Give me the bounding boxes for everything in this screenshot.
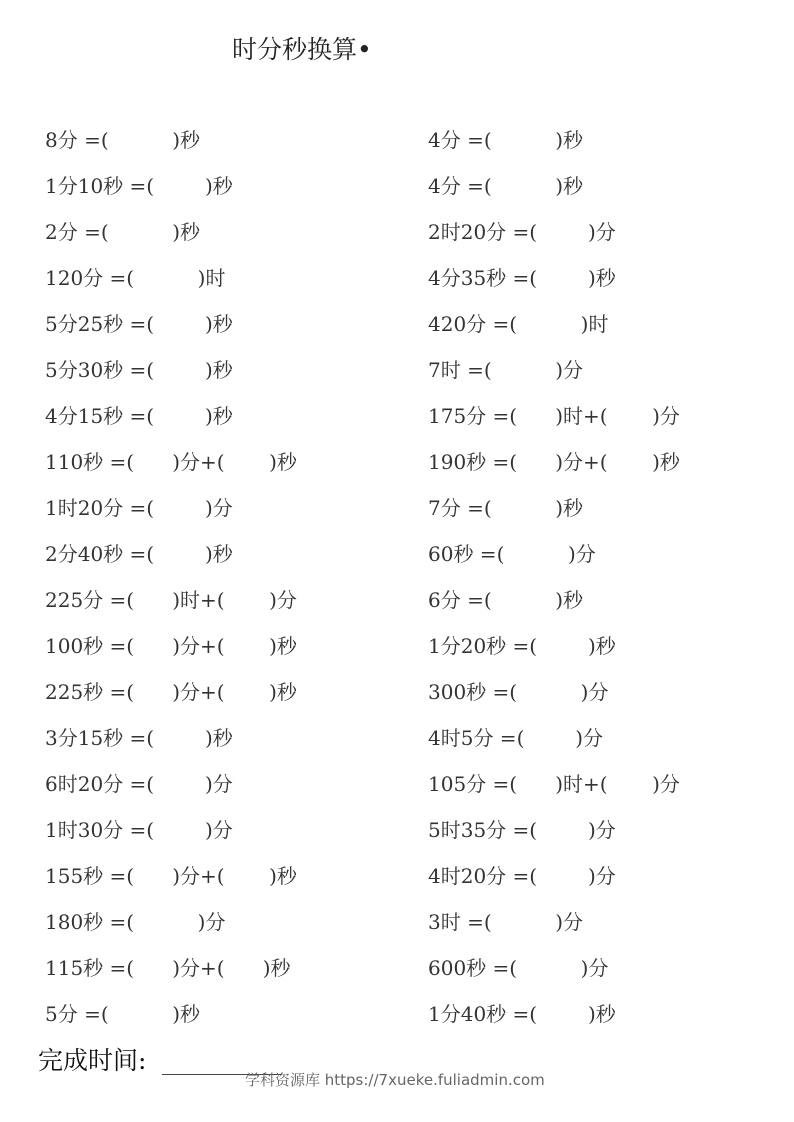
- problem-row: [428, 348, 794, 394]
- problem-row: [428, 854, 794, 900]
- problem-text: 6时20分 =( )分: [45, 772, 233, 796]
- problem-text: 6分 =( )秒: [428, 588, 584, 612]
- problem-text: 4时5分 =( )分: [428, 726, 604, 750]
- problem-row: [45, 440, 415, 486]
- problem-text: 5时35分 =( )分: [428, 818, 616, 842]
- problem-text: 1分20秒 =( )秒: [428, 634, 616, 658]
- problem-row: [45, 164, 415, 210]
- problem-row: [428, 302, 794, 348]
- problem-row: [45, 486, 415, 532]
- problem-text: 5分25秒 =( )秒: [45, 312, 233, 336]
- problem-row: [45, 946, 415, 992]
- left-column: [45, 118, 415, 1038]
- problem-row: [45, 578, 415, 624]
- problem-text: 4时20分 =( )分: [428, 864, 616, 888]
- problem-text: 115秒 =( )分+( )秒: [45, 956, 291, 980]
- problem-text: 225秒 =( )分+( )秒: [45, 680, 297, 704]
- problem-row: [45, 900, 415, 946]
- problem-text: 420分 =( )时: [428, 312, 609, 336]
- watermark: 学科资源库 https://7xueke.fuliadmin.com: [245, 1071, 545, 1089]
- problem-text: 110秒 =( )分+( )秒: [45, 450, 297, 474]
- problem-row: [45, 762, 415, 808]
- problem-row: [428, 578, 794, 624]
- problem-text: 8分 =( )秒: [45, 128, 201, 152]
- problem-row: [428, 164, 794, 210]
- problem-row: [428, 256, 794, 302]
- page-title: 时分秒换算•: [232, 35, 372, 64]
- problem-text: 2分 =( )秒: [45, 220, 201, 244]
- problem-text: 190秒 =( )分+( )秒: [428, 450, 680, 474]
- problem-text: 3时 =( )分: [428, 910, 584, 934]
- problem-text: 4分35秒 =( )秒: [428, 266, 616, 290]
- completion-time-label: 完成时间:: [38, 1046, 147, 1075]
- problem-row: [45, 348, 415, 394]
- problem-row: [428, 210, 794, 256]
- problem-row: [428, 624, 794, 670]
- problem-text: 600秒 =( )分: [428, 956, 609, 980]
- problem-text: 2分40秒 =( )秒: [45, 542, 233, 566]
- problem-row: [428, 394, 794, 440]
- problem-text: 5分30秒 =( )秒: [45, 358, 233, 382]
- problem-row: [428, 118, 794, 164]
- right-column: [428, 118, 794, 1038]
- problem-row: [45, 670, 415, 716]
- problem-text: 225分 =( )时+( )分: [45, 588, 297, 612]
- problem-text: 300秒 =( )分: [428, 680, 609, 704]
- problem-text: 4分15秒 =( )秒: [45, 404, 233, 428]
- problem-row: [45, 210, 415, 256]
- problem-row: [45, 992, 415, 1038]
- problem-text: 60秒 =( )分: [428, 542, 596, 566]
- problem-row: [45, 256, 415, 302]
- problem-row: [428, 670, 794, 716]
- problem-text: 105分 =( )时+( )分: [428, 772, 680, 796]
- problem-text: 100秒 =( )分+( )秒: [45, 634, 297, 658]
- problem-row: [45, 118, 415, 164]
- problem-row: [45, 716, 415, 762]
- problem-text: 4分 =( )秒: [428, 174, 584, 198]
- problem-text: 3分15秒 =( )秒: [45, 726, 233, 750]
- problem-text: 180秒 =( )分: [45, 910, 226, 934]
- problem-row: [428, 716, 794, 762]
- problem-row: [45, 854, 415, 900]
- problem-text: 4分 =( )秒: [428, 128, 584, 152]
- problem-text: 2时20分 =( )分: [428, 220, 616, 244]
- problem-text: 1分10秒 =( )秒: [45, 174, 233, 198]
- problem-row: [45, 302, 415, 348]
- problem-text: 7时 =( )分: [428, 358, 584, 382]
- problem-row: [428, 900, 794, 946]
- problem-row: [428, 532, 794, 578]
- problem-row: [428, 992, 794, 1038]
- problem-row: [45, 394, 415, 440]
- problem-text: 1时30分 =( )分: [45, 818, 233, 842]
- problem-text: 175分 =( )时+( )分: [428, 404, 680, 428]
- problem-row: [428, 762, 794, 808]
- problem-row: [45, 532, 415, 578]
- problem-text: 120分 =( )时: [45, 266, 226, 290]
- problem-row: [45, 808, 415, 854]
- problem-text: 5分 =( )秒: [45, 1002, 201, 1026]
- problem-row: [428, 440, 794, 486]
- problem-text: 7分 =( )秒: [428, 496, 584, 520]
- problem-row: [428, 946, 794, 992]
- problem-row: [45, 624, 415, 670]
- problem-text: 1分40秒 =( )秒: [428, 1002, 616, 1026]
- problem-text: 1时20分 =( )分: [45, 496, 233, 520]
- problem-text: 155秒 =( )分+( )秒: [45, 864, 297, 888]
- problem-row: [428, 808, 794, 854]
- problem-row: [428, 486, 794, 532]
